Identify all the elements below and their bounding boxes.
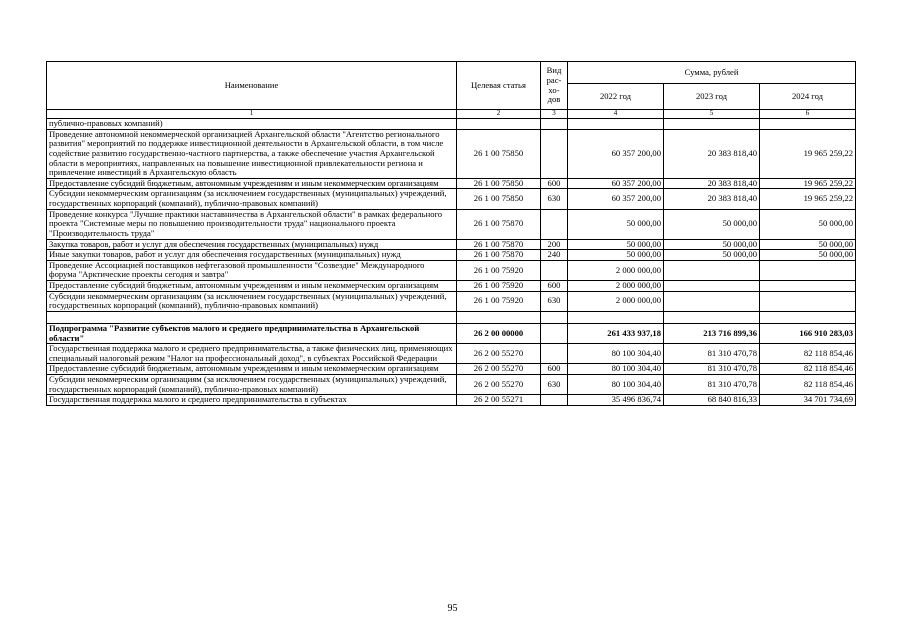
row-expense-type [541, 344, 568, 364]
row-expense-type: 630 [541, 189, 568, 209]
row-expense-type [541, 311, 568, 323]
row-sum-2024 [760, 260, 856, 280]
row-sum-2023: 20 383 818,40 [664, 129, 760, 178]
row-target-code: 26 1 00 75920 [457, 291, 541, 311]
row-name: Субсидии некоммерческим организациям (за исключением государственных (муниципальных) учреждений, государственных корпораций (компаний), публично-правовых компаний) [47, 291, 457, 311]
header-year-2023: 2023 год [664, 84, 760, 110]
header-sum: Сумма, рублей [568, 62, 856, 84]
row-name: Проведение конкурса "Лучшие практики наставничества в Архангельской области" в рамках федерального проекта "Системные меры по повышению производительности труда" национального проекта "Производительность труда" [47, 209, 457, 239]
row-sum-2023: 81 310 470,78 [664, 375, 760, 395]
row-sum-2022: 80 100 304,40 [568, 364, 664, 375]
table-row [47, 311, 856, 323]
row-expense-type [541, 209, 568, 239]
table-row [47, 323, 856, 343]
row-target-code: 26 2 00 55270 [457, 364, 541, 375]
row-sum-2024: 34 701 734,69 [760, 395, 856, 406]
row-target-code: 26 2 00 55270 [457, 375, 541, 395]
row-target-code: 26 2 00 00000 [457, 323, 541, 343]
table-row [47, 178, 856, 189]
table-row [47, 395, 856, 406]
row-sum-2022: 50 000,00 [568, 250, 664, 261]
row-expense-type: 200 [541, 239, 568, 250]
row-sum-2024 [760, 281, 856, 292]
row-target-code: 26 1 00 75850 [457, 129, 541, 178]
row-name: публично-правовых компаний) [47, 119, 457, 130]
row-sum-2023: 20 383 818,40 [664, 178, 760, 189]
row-expense-type [541, 129, 568, 178]
table-row [47, 189, 856, 209]
row-sum-2024: 166 910 283,03 [760, 323, 856, 343]
row-name: Закупка товаров, работ и услуг для обеспечения государственных (муниципальных) нужд [47, 239, 457, 250]
table-row [47, 281, 856, 292]
row-sum-2023 [664, 311, 760, 323]
row-sum-2023 [664, 291, 760, 311]
row-sum-2023: 68 840 816,33 [664, 395, 760, 406]
header-year-2022: 2022 год [568, 84, 664, 110]
header-num-1: 1 [47, 110, 457, 119]
table-row [47, 364, 856, 375]
header-vid: Вид рас-хо-дов [541, 62, 568, 110]
row-sum-2022: 80 100 304,40 [568, 344, 664, 364]
row-expense-type: 600 [541, 281, 568, 292]
row-target-code: 26 1 00 75870 [457, 209, 541, 239]
table-row [47, 129, 856, 178]
header-code: Целевая статья [457, 62, 541, 110]
row-name: Государственная поддержка малого и среднего предпринимательства в субъектах [47, 395, 457, 406]
budget-table [46, 61, 856, 406]
table-row [47, 375, 856, 395]
table-row [47, 260, 856, 280]
row-sum-2024 [760, 291, 856, 311]
row-sum-2024 [760, 119, 856, 130]
row-sum-2022 [568, 119, 664, 130]
row-sum-2023 [664, 260, 760, 280]
row-sum-2022: 35 496 836,74 [568, 395, 664, 406]
header-num-2: 2 [457, 110, 541, 119]
row-target-code: 26 1 00 75920 [457, 281, 541, 292]
header-num-6: 6 [760, 110, 856, 119]
row-expense-type: 630 [541, 375, 568, 395]
row-sum-2022: 2 000 000,00 [568, 291, 664, 311]
row-name: Проведение Ассоциацией поставщиков нефтегазовой промышленности "Созвездие" Международного форума "Арктические проекты сегодня и завтра" [47, 260, 457, 280]
row-expense-type: 240 [541, 250, 568, 261]
row-name: Подпрограмма "Развитие субъектов малого и среднего предпринимательства в Архангельской области" [47, 323, 457, 343]
row-sum-2024: 50 000,00 [760, 250, 856, 261]
row-expense-type: 600 [541, 178, 568, 189]
row-target-code: 26 1 00 75870 [457, 250, 541, 261]
page-number: 95 [447, 603, 458, 614]
row-sum-2024: 19 965 259,22 [760, 189, 856, 209]
row-target-code: 26 1 00 75850 [457, 178, 541, 189]
row-target-code [457, 119, 541, 130]
row-sum-2023: 50 000,00 [664, 209, 760, 239]
row-sum-2024: 82 118 854,46 [760, 344, 856, 364]
row-name: Государственная поддержка малого и среднего предпринимательства, а также физических лиц, применяющих специальный налоговый режим "Налог на профессиональный доход", в субъектах Российской Федерации [47, 344, 457, 364]
row-expense-type: 600 [541, 364, 568, 375]
row-name: Проведение автономной некоммерческой организацией Архангельской области "Агентство регионального развития" мероприятий по поддержке инвестиционной деятельности в Архангельской области, в том числе содействие развитию государственно-частного партнерства, а также обеспечение участия Архангельской области в мероприятиях, направленных на повышение инвестиционной привлекательности региона и привлечение инвестиций в Архангельскую область [47, 129, 457, 178]
row-sum-2024 [760, 311, 856, 323]
row-sum-2022: 2 000 000,00 [568, 260, 664, 280]
row-name: Предоставление субсидий бюджетным, автономным учреждениям и иным некоммерческим организациям [47, 364, 457, 375]
table-row [47, 344, 856, 364]
row-name: Предоставление субсидий бюджетным, автономным учреждениям и иным некоммерческим организациям [47, 178, 457, 189]
row-sum-2023 [664, 281, 760, 292]
row-expense-type [541, 323, 568, 343]
row-name: Субсидии некоммерческим организациям (за исключением государственных (муниципальных) учреждений, государственных корпораций (компаний), публично-правовых компаний) [47, 189, 457, 209]
row-sum-2023: 20 383 818,40 [664, 189, 760, 209]
row-target-code: 26 1 00 75870 [457, 239, 541, 250]
row-sum-2024: 82 118 854,46 [760, 364, 856, 375]
row-name: Субсидии некоммерческим организациям (за исключением государственных (муниципальных) учреждений, государственных корпораций (компаний), публично-правовых компаний) [47, 375, 457, 395]
row-sum-2022: 60 357 200,00 [568, 178, 664, 189]
row-sum-2022: 60 357 200,00 [568, 189, 664, 209]
row-sum-2022: 50 000,00 [568, 209, 664, 239]
table-row [47, 250, 856, 261]
row-sum-2024: 19 965 259,22 [760, 129, 856, 178]
row-name [47, 311, 457, 323]
row-sum-2024: 82 118 854,46 [760, 375, 856, 395]
row-sum-2023: 81 310 470,78 [664, 344, 760, 364]
header-num-4: 4 [568, 110, 664, 119]
table-body [47, 119, 856, 406]
row-sum-2022: 80 100 304,40 [568, 375, 664, 395]
header-num-3: 3 [541, 110, 568, 119]
row-target-code: 26 1 00 75850 [457, 189, 541, 209]
row-target-code: 26 1 00 75920 [457, 260, 541, 280]
row-target-code: 26 2 00 55270 [457, 344, 541, 364]
row-sum-2023: 81 310 470,78 [664, 364, 760, 375]
row-sum-2023: 50 000,00 [664, 239, 760, 250]
table-row [47, 291, 856, 311]
row-expense-type [541, 260, 568, 280]
table-row [47, 209, 856, 239]
row-target-code [457, 311, 541, 323]
row-expense-type: 630 [541, 291, 568, 311]
table-row [47, 119, 856, 130]
row-expense-type [541, 119, 568, 130]
header-name: Наименование [47, 62, 457, 110]
row-sum-2022: 261 433 937,18 [568, 323, 664, 343]
row-name: Иные закупки товаров, работ и услуг для обеспечения государственных (муниципальных) нужд [47, 250, 457, 261]
row-name: Предоставление субсидий бюджетным, автономным учреждениям и иным некоммерческим организациям [47, 281, 457, 292]
row-sum-2023: 50 000,00 [664, 250, 760, 261]
row-sum-2024: 50 000,00 [760, 209, 856, 239]
row-sum-2023: 213 716 899,36 [664, 323, 760, 343]
row-target-code: 26 2 00 55271 [457, 395, 541, 406]
row-sum-2022: 50 000,00 [568, 239, 664, 250]
row-sum-2022 [568, 311, 664, 323]
table-row [47, 239, 856, 250]
row-sum-2024: 50 000,00 [760, 239, 856, 250]
row-sum-2022: 60 357 200,00 [568, 129, 664, 178]
row-sum-2022: 2 000 000,00 [568, 281, 664, 292]
row-expense-type [541, 395, 568, 406]
row-sum-2023 [664, 119, 760, 130]
row-sum-2024: 19 965 259,22 [760, 178, 856, 189]
header-year-2024: 2024 год [760, 84, 856, 110]
header-num-5: 5 [664, 110, 760, 119]
